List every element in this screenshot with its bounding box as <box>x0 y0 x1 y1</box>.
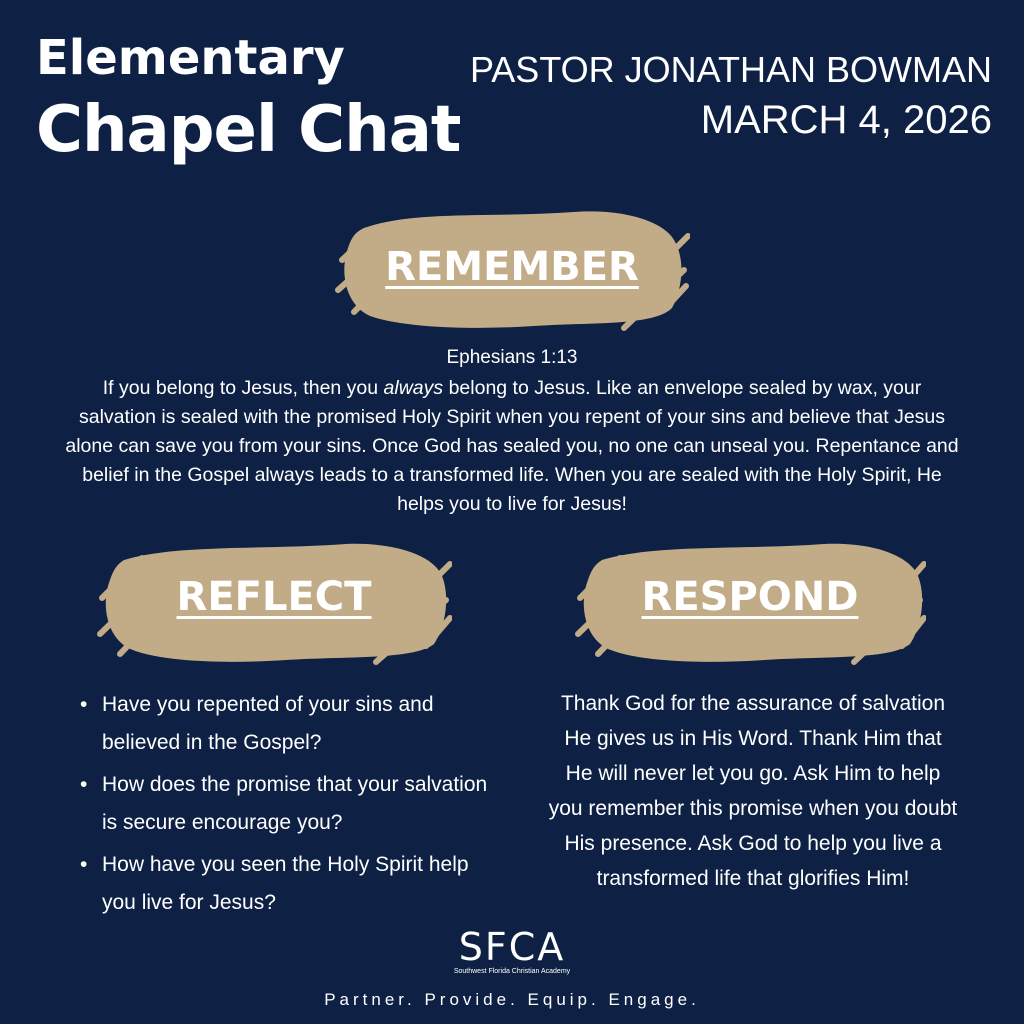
respond-body: Thank God for the assurance of salvation He gives us in His Word. Thank Him that He will never let you go. Ask Him to help you remember this promise when you doubt His presence. Ask God to help you live a transformed life that glorifies Him! <box>548 692 958 890</box>
remember-heading: REMEMBER <box>385 244 639 290</box>
sfca-logo <box>0 925 1024 975</box>
respond-brush <box>574 534 926 668</box>
remember-brush <box>334 200 690 336</box>
bullet-icon: • <box>80 773 88 796</box>
title-line2: Chapel Chat <box>36 93 461 167</box>
reflect-question: How have you seen the Holy Spirit help you live for Jesus? <box>102 853 469 914</box>
reflect-heading: REFLECT <box>176 574 372 620</box>
remember-body-emphasis: always <box>383 377 444 399</box>
respond-heading: RESPOND <box>641 574 859 620</box>
list-item <box>76 766 496 842</box>
remember-body <box>62 374 962 519</box>
bullet-icon: • <box>80 693 88 716</box>
tagline: Partner. Provide. Equip. Engage. <box>324 990 700 1009</box>
reflect-brush <box>96 534 452 668</box>
remember-body-suffix: belong to Jesus. Like an envelope sealed by wax, your salvation is sealed with the promised Holy Spirit when you repent of your sins and believe that Jesus alone can save you from your sins. Once God has sealed you, no one can unseal you. Repentance and belief in the Gospel always leads to a transformed life. When you are sealed with the Holy Spirit, He helps you to live for Jesus! <box>65 377 959 515</box>
remember-body-prefix: If you belong to Jesus, then you <box>102 377 384 399</box>
list-item <box>76 846 496 922</box>
reflect-question: How does the promise that your salvation is secure encourage you? <box>102 773 488 834</box>
verse-reference: Ephesians 1:13 <box>446 347 578 368</box>
logo-subtitle: Southwest Florida Christian Academy <box>453 968 571 975</box>
chapel-date: MARCH 4, 2026 <box>700 98 992 142</box>
title-line1: Elementary <box>36 30 345 86</box>
logo-text: SFCA <box>458 925 566 969</box>
reflect-questions <box>76 686 496 926</box>
reflect-question: Have you repented of your sins and believed in the Gospel? <box>102 693 434 754</box>
bullet-icon: • <box>80 853 88 876</box>
list-item <box>76 686 496 762</box>
pastor-name: PASTOR JONATHAN BOWMAN <box>469 49 992 90</box>
